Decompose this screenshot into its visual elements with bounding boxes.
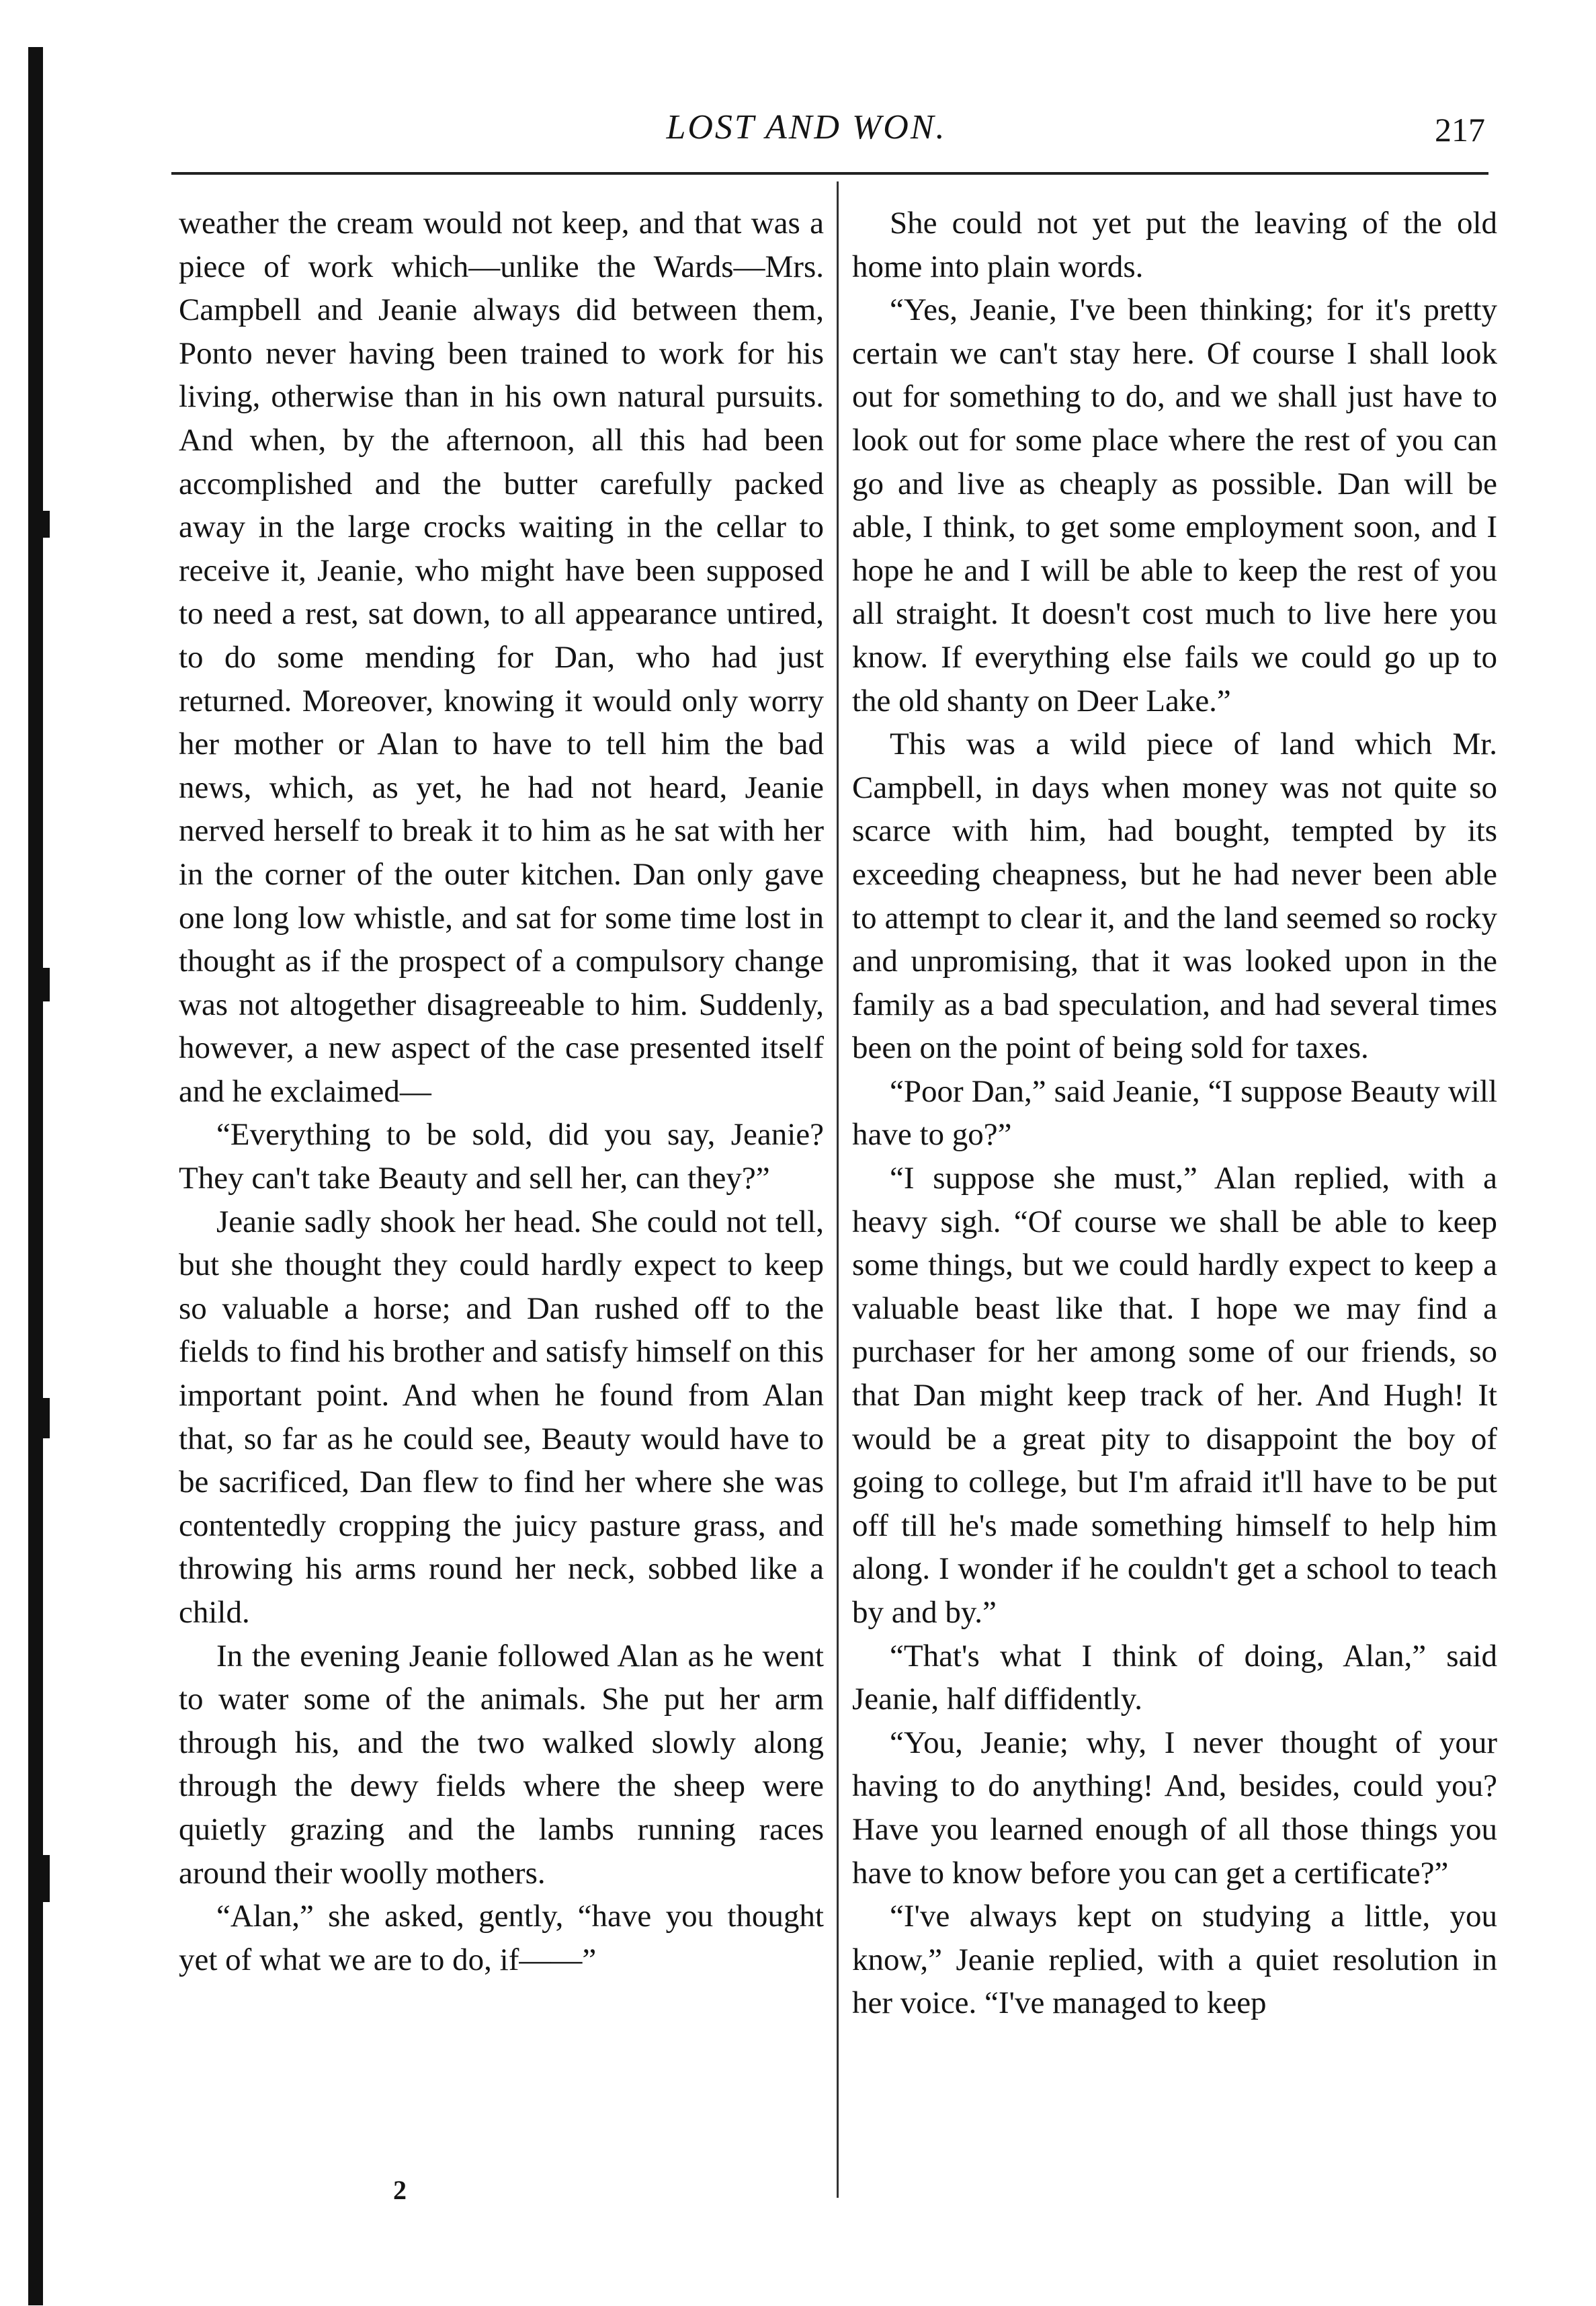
header-rule (171, 172, 1488, 175)
paragraph: This was a wild piece of land which Mr. Campbell, in days when money was not quite so scarce with him, had bought, tempted by its exceeding cheapness, but he had never been able to attempt to clear it, and the land seemed so rocky and unpromising, that it was looked upon in the family as a bad speculation, and had several times been on the point of being sold for taxes. (852, 727, 1497, 1066)
scan-binding-edge (28, 47, 43, 2305)
scan-edge-notch (43, 1855, 50, 1902)
scan-edge-notch (43, 1398, 50, 1438)
paragraph: “I suppose she must,” Alan replied, with a heavy sigh. “Of course we shall be able to keep some things, but we could hardly expect to keep a valuable beast like that. I hope we may find a purchaser for her among some of our friends, so that Dan might keep track of her. And Hugh! It would be a great pity to disappoint the boy of going to college, but I'm afraid it'll have to be put off till he's made something himself to help him along. I wonder if he couldn't get a school to teach by and by.” (852, 1161, 1497, 1630)
paragraph: Jeanie sadly shook her head. She could not tell, but she thought they could hardly expect to keep so valuable a horse; and Dan rushed off to the fields to find his brother and satisfy himself on this important point. And when he found from Alan that, so far as he could see, Beauty would have to be sacrificed, Dan flew to find her where she was contentedly cropping the juicy pasture grass, and throwing his arms round her neck, sobbed like a child. (179, 1204, 824, 1630)
scan-edge-notch (43, 511, 50, 538)
paragraph: She could not yet put the leaving of the old home into plain words. (852, 206, 1497, 284)
page-number: 217 (1435, 111, 1485, 149)
paragraph: “I've always kept on studying a little, you know,” Jeanie replied, with a quiet resolution in her voice. “I've managed to keep (852, 1899, 1497, 2021)
left-column (179, 202, 824, 1981)
page-header (108, 108, 1505, 161)
paragraph: “Alan,” she asked, gently, “have you thought yet of what we are to do, if——” (179, 1899, 824, 1977)
scan-edge-notch (43, 968, 50, 1001)
paragraph: “You, Jeanie; why, I never thought of your having to do anything! And, besides, could you? Have you learned enough of all those things you have to know before you can get a certificate?” (852, 1725, 1497, 1891)
paragraph: weather the cream would not keep, and that was a piece of work which—unlike the Wards—Mrs. Campbell and Jeanie always did between them, Ponto never having been trained to work for his living, otherwise than in his own natural pursuits. And when, by the afternoon, all this had been accomplished and the butter carefully packed away in the large crocks waiting in the cellar to receive it, Jeanie, who might have been supposed to need a rest, sat down, to all appearance untired, to do some mending for Dan, who had just returned. Moreover, knowing it would only worry her mother or Alan to have to tell him the bad news, which, as yet, he had not heard, Jeanie nerved herself to break it to him as he sat with her in the corner of the outer kitchen. Dan only gave one long low whistle, and sat for some time lost in thought as if the prospect of a compulsory change was not altogether disagreeable to him. Suddenly, however, a new aspect of the case presented itself and he exclaimed— (179, 206, 824, 1109)
paragraph: “Poor Dan,” said Jeanie, “I suppose Beauty will have to go?” (852, 1073, 1497, 1153)
right-column (852, 202, 1497, 2025)
paragraph: “That's what I think of doing, Alan,” said Jeanie, half diffidently. (852, 1638, 1497, 1717)
paragraph: In the evening Jeanie followed Alan as he went to water some of the animals. She put her arm through his, and the two walked slowly along through the dewy fields where the sheep were quietly grazing and the lambs running races around their woolly mothers. (179, 1638, 824, 1891)
running-title: LOST AND WON. (666, 108, 947, 147)
paragraph: “Everything to be sold, did you say, Jeanie? They can't take Beauty and sell her, can they?” (179, 1117, 824, 1196)
column-divider (837, 181, 839, 2198)
signature-mark: 2 (393, 2175, 407, 2205)
paragraph: “Yes, Jeanie, I've been thinking; for it's pretty certain we can't stay here. Of course I shall look out for something to do, and we shall just have to look out for some place where the rest of you can go and live as cheaply as possible. Dan will be able, I think, to get some employment soon, and I hope he and I will be able to keep the rest of you all straight. It doesn't cost much to live here you know. If everything else fails we could go up to the old shanty on Deer Lake.” (852, 292, 1497, 718)
